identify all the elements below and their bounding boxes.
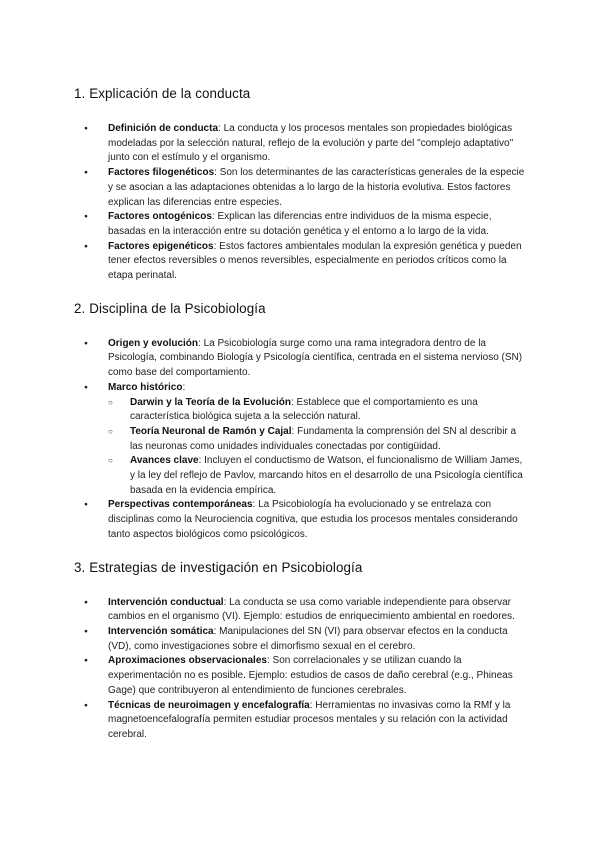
sub-list-item (130, 425, 526, 454)
item-text: : Explican las diferencias entre individuos de la misma especie, basadas en la interacción entre su dotación genética y el entorno a lo largo de la vida. (108, 211, 492, 237)
item-text: : Estos factores ambientales modulan la expresión genética y pueden tener efectos reversibles o menos reversibles, especialmente en periodos críticos como la etapa perinatal. (108, 240, 522, 282)
section-title-3: 3. Estrategias de investigación en Psicobiología (74, 559, 363, 575)
item-term: Intervención somática (108, 625, 214, 637)
item-text: : La conducta y los procesos mentales son propiedades biológicas modeladas por la selección natural, reflejo de la evolución y parte del "complejo adaptativo" junto con el estímulo y el organismo. (108, 123, 514, 164)
item-term: Factores filogenéticos (108, 167, 215, 179)
item-text: : La conducta se usa como variable independiente para observar cambios en el organismo (VI). Ejemplo: estudios de enriquecimiento ambiental en roedores. (108, 596, 515, 623)
sub-list-item (130, 396, 526, 425)
list-item (108, 381, 526, 499)
sub-list-item (130, 454, 526, 498)
list-item (108, 240, 526, 284)
item-text: : Herramientas no invasivas como la RMf y la magnetoencefalografía permiten estudiar procesos mentales y su relación con la actividad cerebral. (108, 699, 511, 740)
list-item (108, 654, 526, 698)
list-item (108, 122, 526, 166)
item-term: Definición de conducta (108, 123, 219, 134)
list-item (108, 166, 526, 210)
section-title-1: 1. Explicación de la conducta (74, 86, 251, 101)
item-term: Perspectivas contemporáneas (108, 499, 253, 511)
item-text: : Son correlacionales y se utilizan cuando la experimentación no es posible. Ejemplo: estudios de casos de daño cerebral (e.g., Phineas Gage) que contribuyeron al entendimiento de funciones cerebrales. (108, 655, 513, 696)
item-term: Intervención conductual (108, 596, 224, 608)
list-item (108, 210, 526, 239)
item-text: : (182, 381, 186, 393)
list-item (108, 596, 526, 625)
item-term: Origen y evolución (108, 337, 199, 349)
sub-list (108, 396, 526, 499)
list-item (108, 699, 526, 743)
section-list-3 (74, 596, 526, 743)
list-item (108, 498, 526, 542)
item-text: : La Psicobiología ha evolucionado y se entrelaza con disciplinas como la Neurociencia cognitiva, que estudia los procesos mentales considerando tanto aspectos biológicos como psicológicos. (108, 499, 518, 540)
item-text: : Fundamenta la comprensión del SN al describir a las neuronas como unidades individuales conectadas por contigüidad. (130, 425, 517, 452)
section-title-2: 2. Disciplina de la Psicobiología (74, 300, 266, 316)
list-item (108, 337, 526, 381)
list-item (108, 625, 526, 654)
item-text: : Son los determinantes de las características generales de la especie y se asocian a las adaptaciones obtenidas a lo largo de la historia evolutiva. Estos factores explican las diferencias entre especies. (108, 167, 525, 208)
item-text: : Establece que el comportamiento es una característica biológica sujeta a la selección natural. (130, 396, 478, 423)
item-term: Factores epigenéticos (108, 240, 214, 252)
item-term: Factores ontogénicos (108, 211, 212, 223)
item-text: : Manipulaciones del SN (VI) para observar efectos en la conducta (VD), como investigaciones sobre el dimorfismo sexual en el cerebro. (108, 625, 508, 652)
item-text: : Incluyen el conductismo de Watson, el funcionalismo de William James, y la ley del reflejo de Pavlov, marcando hitos en el desarrollo de una Psicología científica basada en la evidencia empírica. (130, 455, 523, 496)
item-term: Marco histórico (108, 381, 183, 393)
item-term: Avances clave (130, 455, 199, 467)
section-list-2 (74, 337, 526, 543)
item-term: Técnicas de neuroimagen y encefalografía (108, 699, 310, 711)
item-term: Darwin y la Teoría de la Evolución (130, 396, 291, 408)
item-term: Teoría Neuronal de Ramón y Cajal (130, 425, 292, 437)
section-list-1 (74, 122, 526, 284)
item-text: : La Psicobiología surge como una rama integradora dentro de la Psicología, combinando Biología y Psicología científica, centrada en el sistema nervioso (SN) como base del comportamiento. (108, 337, 523, 379)
item-term: Aproximaciones observacionales (108, 655, 267, 667)
